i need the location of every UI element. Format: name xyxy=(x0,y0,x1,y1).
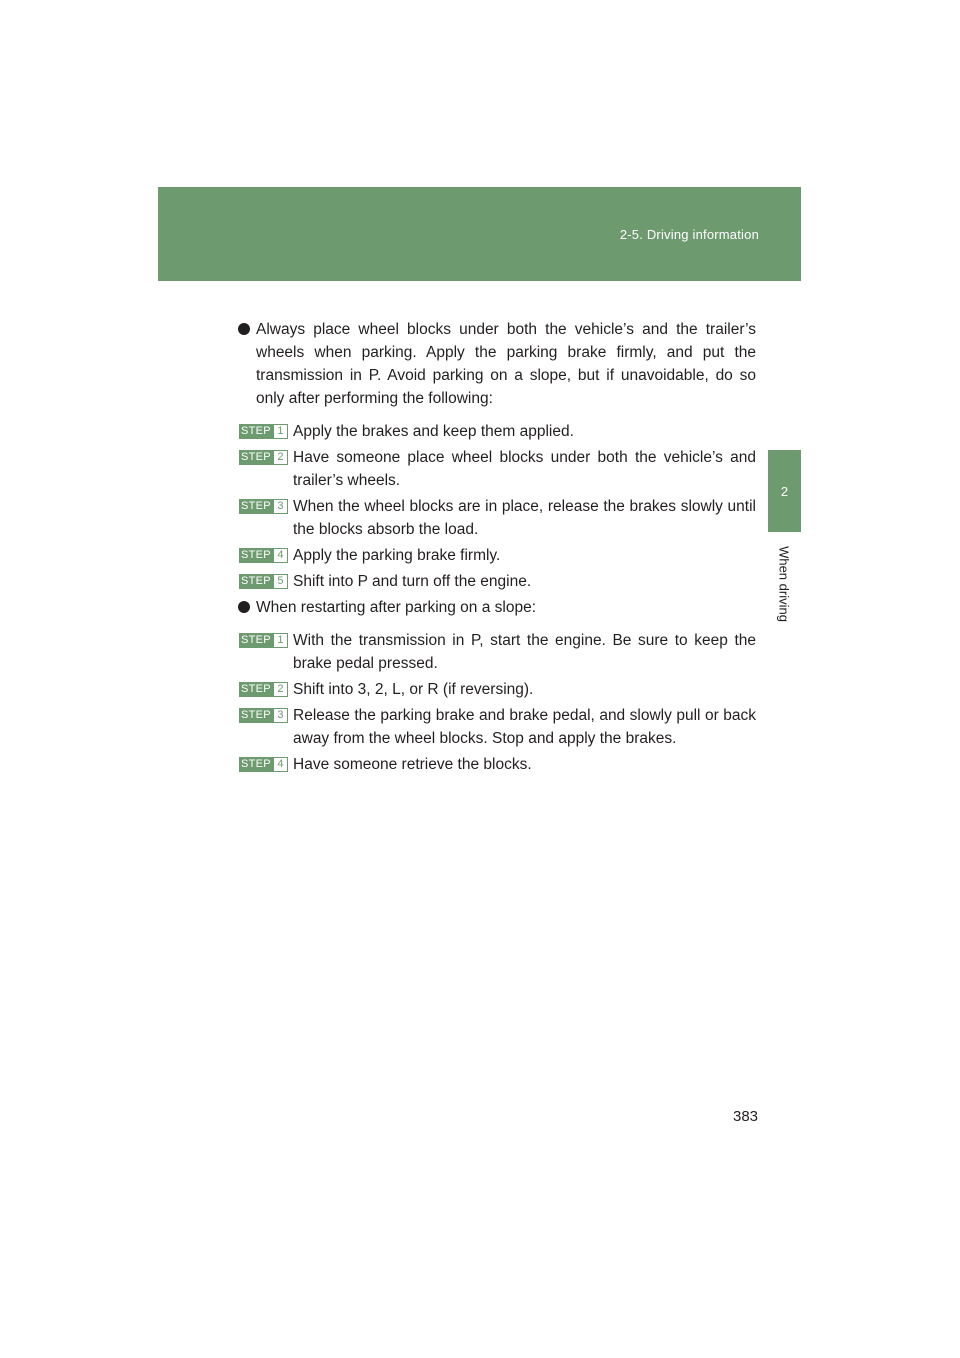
step-badge xyxy=(239,682,288,697)
bullet-dot-icon xyxy=(238,601,250,613)
step-badge-number: 1 xyxy=(274,633,288,648)
step-badge-number: 3 xyxy=(274,708,288,723)
page-content xyxy=(238,318,756,776)
chapter-number: 2 xyxy=(780,484,789,499)
step-badge-label: STEP xyxy=(239,499,274,514)
step-badge xyxy=(239,574,288,589)
parking-step-4 xyxy=(238,544,756,567)
bullet-dot-icon xyxy=(238,323,250,335)
step-text: Have someone place wheel blocks under both the vehicle’s and trailer’s wheels. xyxy=(293,449,756,489)
bullet-text: When restarting after parking on a slope: xyxy=(256,599,537,616)
restart-instructions-bullet xyxy=(238,596,756,619)
chapter-tab xyxy=(768,450,801,532)
step-badge-label: STEP xyxy=(239,574,274,589)
chapter-label: When driving xyxy=(776,546,792,622)
step-text: When the wheel blocks are in place, release the brakes slowly until the blocks absorb the load. xyxy=(293,498,756,538)
parking-step-1 xyxy=(238,420,756,443)
step-badge-label: STEP xyxy=(239,450,274,465)
step-badge-label: STEP xyxy=(239,633,274,648)
step-text: Apply the brakes and keep them applied. xyxy=(293,423,574,440)
step-badge xyxy=(239,548,288,563)
bullet-text: Always place wheel blocks under both the vehicle’s and the trailer’s wheels when parking. Apply the parking brake firmly, and put the transmission in P. Avoid parking on a slope, but if unavoidable, do so only after performing the following: xyxy=(256,321,756,407)
step-badge xyxy=(239,757,288,772)
step-text: Shift into 3, 2, L, or R (if reversing). xyxy=(293,681,534,698)
step-badge-number: 2 xyxy=(274,682,288,697)
step-text: Apply the parking brake firmly. xyxy=(293,547,501,564)
parking-step-5 xyxy=(238,570,756,593)
section-header-band xyxy=(158,187,801,281)
step-badge-number: 2 xyxy=(274,450,288,465)
parking-instructions-bullet xyxy=(238,318,756,410)
parking-step-3 xyxy=(238,495,756,541)
step-badge-number: 3 xyxy=(274,499,288,514)
step-badge-number: 5 xyxy=(274,574,288,589)
step-badge xyxy=(239,450,288,465)
step-badge-number: 4 xyxy=(274,757,288,772)
step-text: Have someone retrieve the blocks. xyxy=(293,756,532,773)
step-badge-number: 1 xyxy=(274,424,288,439)
restart-step-1 xyxy=(238,629,756,675)
step-text: With the transmission in P, start the engine. Be sure to keep the brake pedal pressed. xyxy=(293,632,756,672)
step-text: Release the parking brake and brake pedal, and slowly pull or back away from the wheel blocks. Stop and apply the brakes. xyxy=(293,707,756,747)
section-title: 2-5. Driving information xyxy=(619,227,759,242)
page-number: 383 xyxy=(733,1108,759,1125)
step-badge-label: STEP xyxy=(239,682,274,697)
step-badge xyxy=(239,633,288,648)
step-text: Shift into P and turn off the engine. xyxy=(293,573,532,590)
parking-step-2 xyxy=(238,446,756,492)
step-badge xyxy=(239,424,288,439)
restart-step-2 xyxy=(238,678,756,701)
restart-step-3 xyxy=(238,704,756,750)
step-badge-label: STEP xyxy=(239,757,274,772)
step-badge-number: 4 xyxy=(274,548,288,563)
restart-step-4 xyxy=(238,753,756,776)
step-badge-label: STEP xyxy=(239,424,274,439)
step-badge-label: STEP xyxy=(239,708,274,723)
step-badge-label: STEP xyxy=(239,548,274,563)
step-badge xyxy=(239,708,288,723)
step-badge xyxy=(239,499,288,514)
